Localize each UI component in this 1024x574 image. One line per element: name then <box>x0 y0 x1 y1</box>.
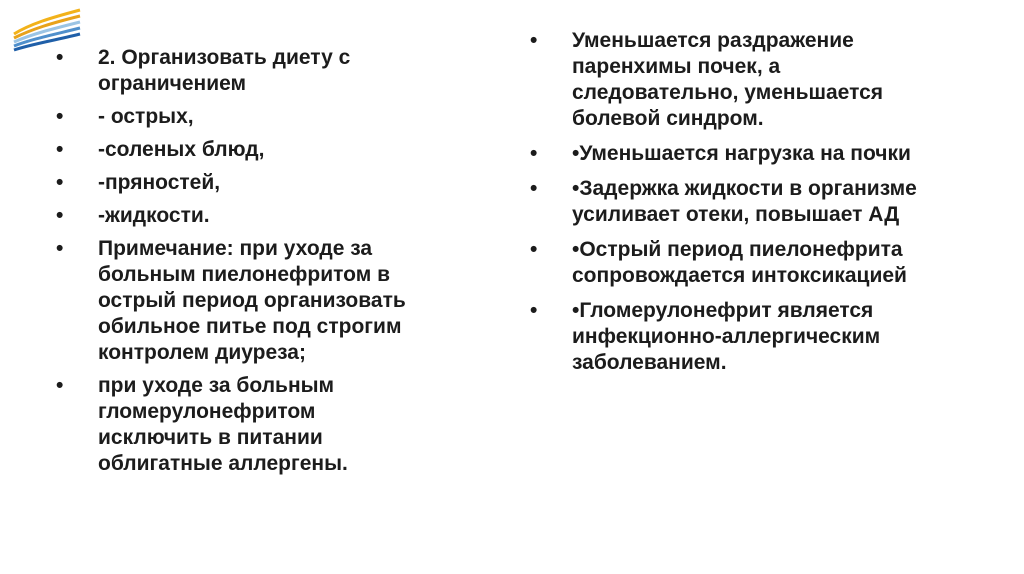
bullet-text-line: паренхимы почек, а <box>572 55 781 78</box>
bullet-text-line: исключить в питании <box>98 426 323 449</box>
bullet-text-line: инфекционно-аллергическим <box>572 325 881 348</box>
bullet-text-line: •Гломерулонефрит является <box>572 299 874 322</box>
bullet-text-line: •Уменьшается нагрузка на почки <box>572 142 911 165</box>
bullet-icon: • <box>530 299 538 322</box>
bullet-icon: • <box>56 105 64 128</box>
left-bullet-item-7 <box>56 373 486 477</box>
bullet-text-line: контролем диуреза; <box>98 341 306 364</box>
right-bullet-item-3 <box>530 176 1000 228</box>
bullet-text-line: обильное питье под строгим <box>98 315 402 338</box>
bullet-text-line: ограничением <box>98 72 247 95</box>
bullet-text-line: сопровождается интоксикацией <box>572 264 907 287</box>
bullet-text-line: гломерулонефритом <box>98 400 316 423</box>
bullet-icon: • <box>56 46 64 69</box>
bullet-text-line: 2. Организовать диету с <box>98 46 351 69</box>
bullet-icon: • <box>56 204 64 227</box>
bullet-text-line: болевой синдром. <box>572 107 764 130</box>
bullet-text-line: Примечание: при уходе за <box>98 237 373 260</box>
bullet-text-line: облигатные аллергены. <box>98 452 348 475</box>
bullet-text-line: - острых, <box>98 105 194 128</box>
left-bullet-item-1 <box>56 45 486 97</box>
left-bullet-item-6 <box>56 236 486 366</box>
left-bullet-list <box>56 45 486 484</box>
bullet-text-line: -соленых блюд, <box>98 138 265 161</box>
left-bullet-item-2 <box>56 104 486 130</box>
bullet-text-line: следовательно, уменьшается <box>572 81 884 104</box>
bullet-text-line: усиливает отеки, повышает АД <box>572 203 900 226</box>
bullet-icon: • <box>530 142 538 165</box>
right-bullet-item-2 <box>530 141 1000 167</box>
right-bullet-item-5 <box>530 298 1000 376</box>
bullet-text-line: при уходе за больным <box>98 374 335 397</box>
bullet-text-line: -жидкости. <box>98 204 210 227</box>
bullet-icon: • <box>530 177 538 200</box>
bullet-text-line: •Острый период пиелонефрита <box>572 238 903 261</box>
bullet-icon: • <box>530 29 538 52</box>
right-bullet-item-1 <box>530 28 1000 132</box>
bullet-icon: • <box>56 138 64 161</box>
bullet-text-line: •Задержка жидкости в организме <box>572 177 917 200</box>
bullet-icon: • <box>530 238 538 261</box>
bullet-icon: • <box>56 237 64 260</box>
bullet-text-line: заболеванием. <box>572 351 727 374</box>
bullet-text-line: больным пиелонефритом в <box>98 263 390 286</box>
bullet-text-line: Уменьшается раздражение <box>572 29 854 52</box>
bullet-text-line: острый период организовать <box>98 289 406 312</box>
left-bullet-item-4 <box>56 170 486 196</box>
bullet-text-line: -пряностей, <box>98 171 221 194</box>
right-bullet-list <box>530 28 1000 385</box>
right-bullet-item-4 <box>530 237 1000 289</box>
left-bullet-item-3 <box>56 137 486 163</box>
bullet-icon: • <box>56 171 64 194</box>
left-bullet-item-5 <box>56 203 486 229</box>
bullet-icon: • <box>56 374 64 397</box>
